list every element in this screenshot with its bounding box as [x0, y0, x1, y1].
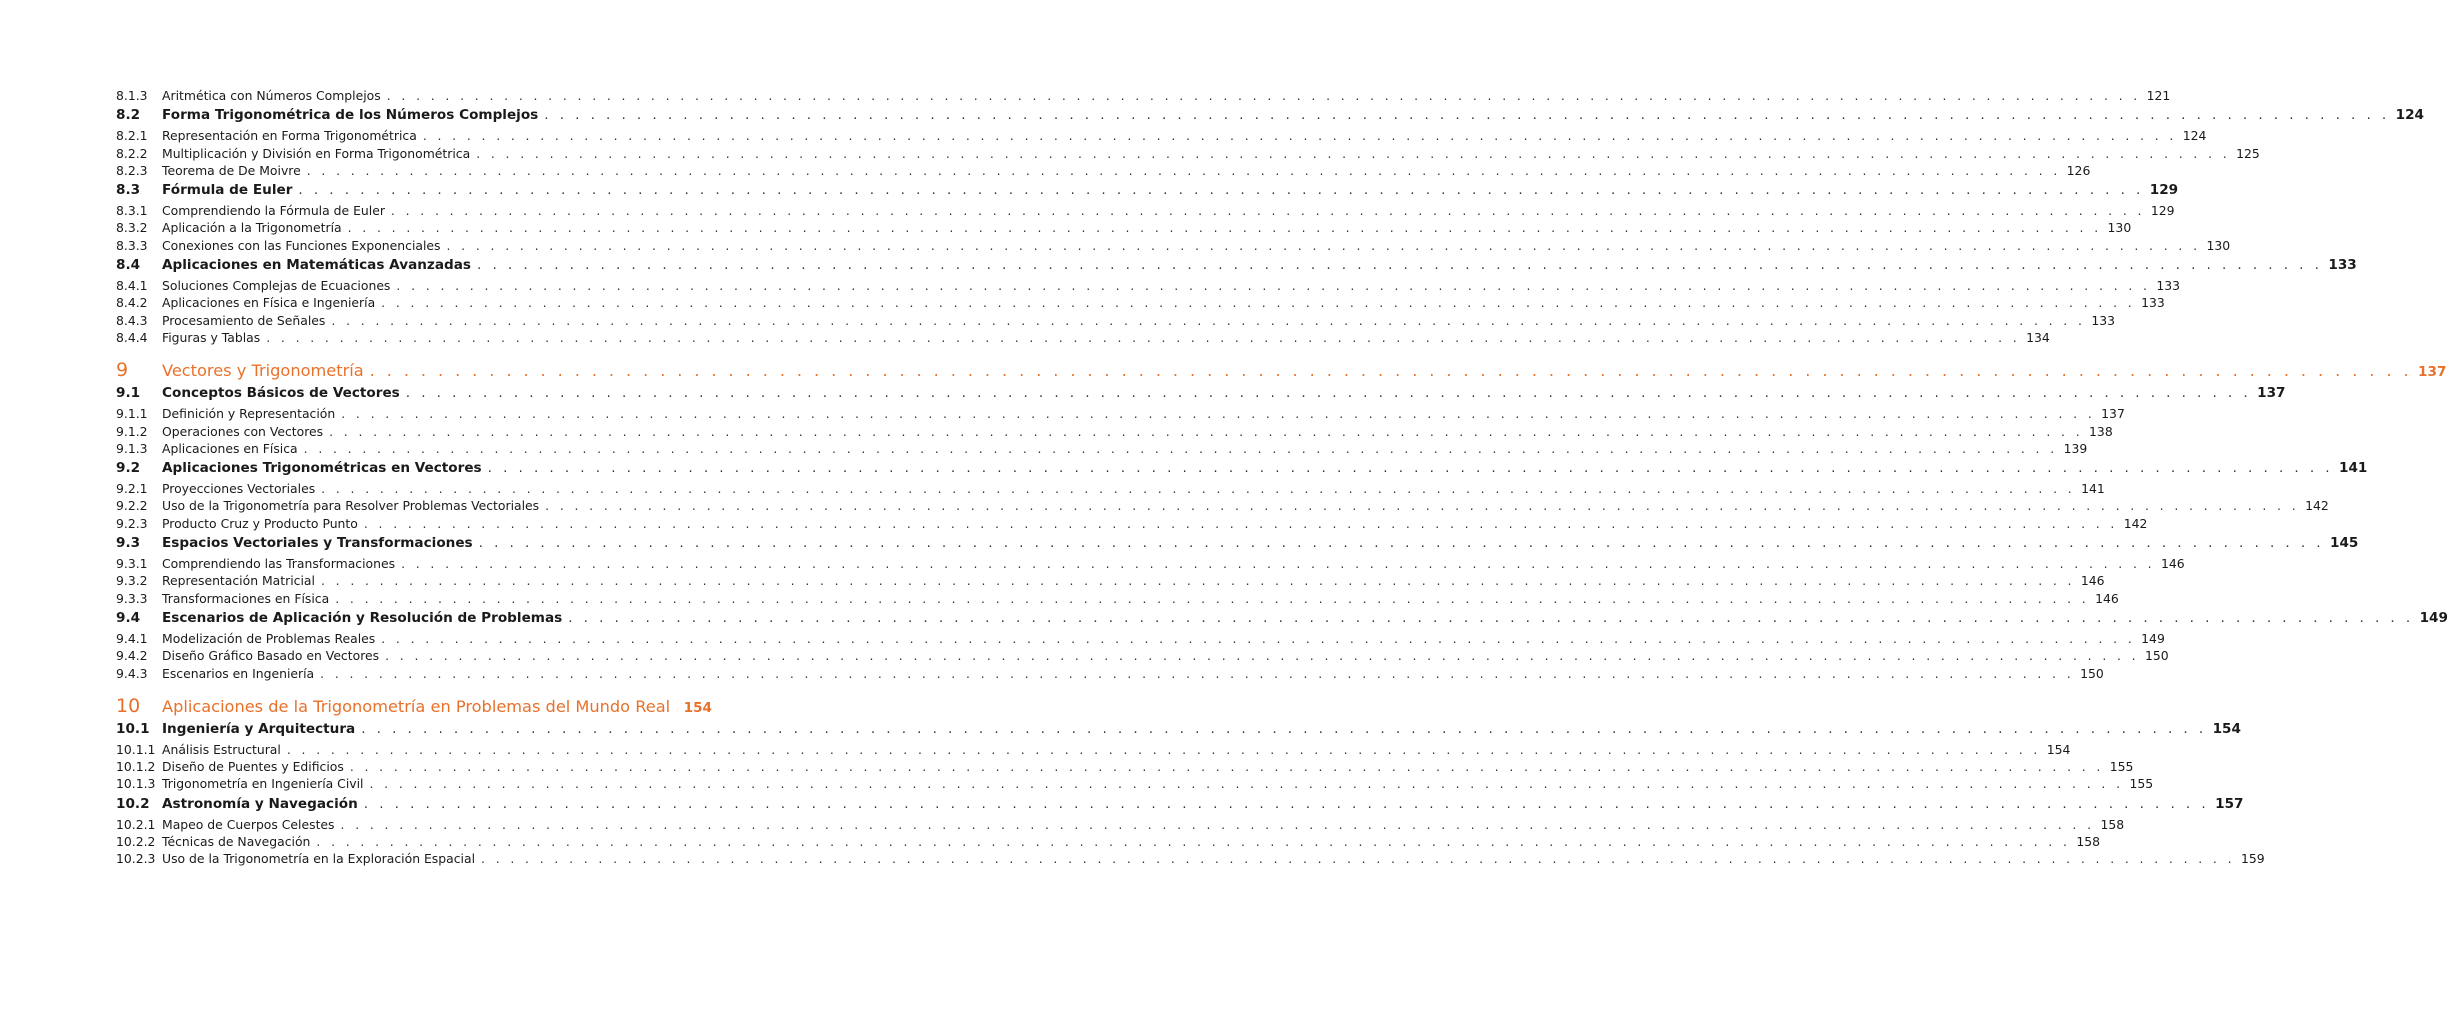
toc-page-number: 155 [2109, 759, 2134, 775]
toc-page-number: 134 [2026, 329, 2050, 345]
toc-entry-number: 8.3.1 [116, 203, 148, 219]
toc-page-number: 138 [2089, 423, 2113, 439]
toc-dot-leader: . . . . . . . . . . . . . . . . . . . . . . . . . . . . . . . . . . . . . . . . . . . . . . . . . . . . . . . . . . . . . . . . . . . . . . . . . . . . . . . . . . . . . . . . . . . . . . . . . . . . . . . . . . . . . . . . . . . . . . . . [361, 720, 2207, 737]
toc-entry-title: Ingeniería y Arquitectura [162, 720, 356, 737]
toc-entry-title: Aplicaciones en Matemáticas Avanzadas [162, 257, 472, 274]
toc-page-number: 130 [2206, 237, 2231, 253]
toc-subsection-entry[interactable] [116, 630, 2165, 648]
toc-entry-number: 10.1 [116, 720, 150, 737]
toc-entry-number: 8.2.3 [116, 162, 148, 178]
toc-page-number: 150 [2080, 665, 2104, 681]
toc-entry-number: 8.4.2 [116, 295, 148, 311]
toc-dot-leader: . . . . . . . . . . . . . . . . . . . . . . . . . . . . . . . . . . . . . . . . . . . . . . . . . . . . . . . . . . . . . . . . . . . . . . . . . . . . . . . . . . . . . . . . . . . . . . . . . . . . . . . . . . . . . . . . . . . . . . . . [481, 851, 2235, 867]
toc-page-number: 159 [2240, 851, 2265, 867]
toc-subsection-entry[interactable] [116, 220, 2132, 237]
toc-subsection-entry[interactable] [116, 573, 2105, 590]
toc-subsection-entry[interactable] [116, 88, 2171, 105]
toc-page-number: 158 [2100, 816, 2125, 832]
toc-dot-leader: . . . . . . . . . . . . . . . . . . . . . . . . . . . . . . . . . . . . . . . . . . . . . . . . . . . . . . . . . . . . . . . . . . . . . . . . . . . . . . . . . . . . . . . . . . . . . . . . . . . . . . . . . . . . . . . . . . . . . . . . [381, 630, 2136, 646]
toc-entry-title: Aplicaciones en Física e Ingeniería [162, 295, 376, 311]
toc-page-number: 124 [2182, 128, 2207, 144]
toc-dot-leader: . . . . . . . . . . . . . . . . . . . . . . . . . . . . . . . . . . . . . . . . . . . . . . . . . . . . . . . . . . . . . . . . . . . . . . . . . . . . . . . . . . . . . . . . . . . . . . . . . . . . . . . . . . . . . . . . . . . . . . . . [386, 88, 2141, 103]
toc-entry-number: 9.1.3 [116, 440, 148, 456]
toc-page-number: 149 [2141, 630, 2165, 646]
toc-entry-title: Conexiones con las Funciones Exponenciales [162, 237, 441, 253]
toc-dot-leader: . . . . . . . . . . . . . . . . . . . . . . . . . . . . . . . . . . . . . . . . . . . . . . . . . . . . . . . . . . . . . . . . . . . . . . . . . . . . . . . . . . . . . . . . . . . . . . . . . . . . . . . . . . . . . . . . . . . . . . . . [390, 203, 2145, 219]
toc-entry-title: Representación Matricial [162, 573, 315, 589]
toc-entry-title: Uso de la Trigonometría para Resolver Problemas Vectoriales [162, 498, 540, 514]
toc-subsection-entry[interactable] [116, 312, 2115, 330]
toc-dot-leader: . . . . . . . . . . . . . . . . . . . . . . . . . . . . . . . . . . . . . . . . . . . . . . . . . . . . . . . . . . . . . . . . . . . . . . . . . . . . . . . . . . . . . . . . . . . . . . . . . . . . . . . . . . . . . . . . . . . . . . . . [316, 834, 2071, 850]
toc-dot-leader: . . . . . . . . . . . . . . . . . . . . . . . . . . . . . . . . . . . . . . . . . . . . . . . . . . . . . . . . . . . . . . . . . . . . . . . . . . . . . . . . . . . . . . . . . . . . . . . . . . . . . . . . . . . . . . . . . . . . . . . . [363, 795, 2210, 812]
toc-dot-leader: . . . . . . . . . . . . . . . . . . . . . . . . . . . . . . . . . . . . . . . . . . . . . . . . . . . . . . . . . . . . . . . . . . . . . . . . . . . . . . . . . . . . . . . . . . . . . . . . . . . . . . . . . . . . . . . . . . . . . . . . [340, 816, 2095, 832]
toc-dot-leader: . . . . . . . . . . . . . . . . . . . . . . . . . . . . . . . . . . . . . . . . . . . . . . . . . . . . . . . . . . . . . . . . . . . . . . . . . . . . . . . . . . . . . . . . . . . . . . . . . . . . . . . . . . . . . . . . . . . . . . . . [385, 648, 2140, 664]
toc-entry-number: 8.1.3 [116, 88, 148, 103]
toc-dot-leader: . . . . . . . . . . . . . . . . . . . . . . . . . . . . . . . . . . . . . . . . . . . . . . . . . . . . . . . . . . . . . . . . . . . . . . . . . . . . . . . . . . . . . . . . . . . . . . . . . . . . . . . . . . . . . . . . . . . . . . . . [335, 590, 2090, 606]
toc-entry-title: Diseño de Puentes y Edificios [162, 759, 344, 775]
toc-subsection-entry[interactable] [116, 440, 2088, 458]
toc-entry-number: 10.1.3 [116, 776, 156, 792]
toc-entry-title: Procesamiento de Señales [162, 312, 326, 328]
toc-subsection-entry[interactable] [116, 776, 2154, 793]
toc-section-entry[interactable] [116, 257, 2357, 278]
toc-dot-leader: . . . . . . . . . . . . . . . . . . . . . . . . . . . . . . . . . . . . . . . . . . . . . . . . . . . . . . . . . . . . . . . . . . . . . . . . . . . . . . . . . . . . . . . . . . . . . . . . . . . . . . . . . . . . . . . . . . . . . . . . [477, 257, 2323, 274]
toc-dot-leader: . . . . . . . . . . . . . . . . . . . . . . . . . . . . . . . . . . . . . . . . . . . . . . . . . . . . . . . . . . . . . . . . . . . . . . . . . . . . . . . . . . . . . . . . . . . . . . . . . . . . . . . . . . . . . . . . . . . . . . . . [396, 278, 2151, 294]
toc-entry-title: Operaciones con Vectores [162, 423, 324, 439]
toc-page-number: 129 [2150, 203, 2175, 219]
toc-subsection-entry[interactable] [116, 295, 2165, 312]
toc-entry-number: 10 [116, 694, 141, 717]
toc-section-entry[interactable] [116, 535, 2359, 556]
toc-page-number: 133 [2156, 278, 2180, 294]
toc-page-number: 137 [2418, 364, 2447, 381]
toc-entry-title: Aritmética con Números Complejos [162, 88, 381, 103]
toc-entry-title: Multiplicación y División en Forma Trigonométrica [162, 145, 471, 161]
toc-page-number: 121 [2146, 88, 2171, 103]
toc-entry-title: Trigonometría en Ingeniería Civil [162, 776, 364, 792]
toc-page-number: 141 [2081, 481, 2105, 497]
toc-entry-title: Comprendiendo la Fórmula de Euler [162, 203, 385, 219]
toc-subsection-entry[interactable] [116, 481, 2105, 498]
toc-entry-title: Espacios Vectoriales y Transformaciones [162, 535, 473, 552]
toc-entry-title: Soluciones Complejas de Ecuaciones [162, 278, 391, 294]
toc-dot-leader: . . . . . . . . . . . . . . . . . . . . . . . . . . . . . . . . . . . . . . . . . . . . . . . . . . . . . . . . . . . . . . . . . . . . . . . . . . . . . . . . . . . . . . . . . . . . . . . . . . . . . . . . . . . . . . . . . . . . . . . . [422, 128, 2177, 144]
toc-page-number: 141 [2339, 460, 2368, 477]
toc-subsection-entry[interactable] [116, 128, 2207, 145]
toc-entry-number: 9.1 [116, 385, 141, 402]
toc-entry-title: Fórmula de Euler [162, 182, 293, 199]
toc-entry-number: 8.3.2 [116, 220, 148, 236]
toc-section-entry[interactable] [116, 460, 2368, 481]
toc-entry-number: 10.2 [116, 795, 150, 812]
toc-dot-leader: . . . . . . . . . . . . . . . . . . . . . . . . . . . . . . . . . . . . . . . . . . . . . . . . . . . . . . . . . . . . . . . . . . . . . . . . . . . . . . . . . . . . . . . . . . . . . . . . . . . . . . . . . . . . . . . . . . . . . . . . [545, 498, 2300, 514]
toc-page-number: 133 [2091, 312, 2115, 328]
toc-dot-leader: . . . . . . . . . . . . . . . . . . . . . . . . . . . . . . . . . . . . . . . . . . . . . . . . . . . . . . . . . . . . . . . . . . . . . . . . . . . . . . . . . . . . . . . . . . . . . . . . . . . . . . . . . . . . . . . . . . . . . . . . [568, 609, 2414, 626]
toc-entry-title: Aplicaciones en Física [162, 440, 298, 456]
toc-entry-number: 9.4.2 [116, 648, 148, 664]
toc-page-number: 139 [2063, 440, 2088, 456]
toc-page-number: 154 [2046, 741, 2071, 757]
toc-entry-title: Proyecciones Vectoriales [162, 481, 316, 497]
toc-entry-title: Transformaciones en Física [162, 590, 330, 606]
toc-section-entry[interactable] [116, 795, 2244, 817]
toc-page-number: 155 [2129, 776, 2154, 792]
toc-entry-number: 9.2.2 [116, 498, 148, 514]
toc-entry-number: 8.4.1 [116, 278, 148, 294]
toc-dot-leader: . . . . . . . . . . . . . . . . . . . . . . . . . . . . . . . . . . . . . . . . . . . . . . . . . . . . . . . . . . . . . . . . . . . . . . . . . . . . . . . . . . . . . . . . . . . . . . . . . . . . . . . . . . . . . . . . . . . . . . . . [405, 385, 2252, 402]
toc-page-number: 158 [2076, 834, 2100, 850]
toc-entry-title: Aplicaciones de la Trigonometría en Problemas del Mundo Real [162, 696, 671, 716]
toc-page-number: 145 [2330, 535, 2359, 552]
toc-entry-title: Representación en Forma Trigonométrica [162, 128, 417, 144]
toc-entry-number: 8.2.2 [116, 145, 148, 161]
toc-page-number: 142 [2123, 515, 2148, 531]
toc-entry-title: Diseño Gráfico Basado en Vectores [162, 648, 380, 664]
toc-entry-number: 9.3.3 [116, 590, 148, 606]
toc-subsection-entry[interactable] [116, 406, 2125, 423]
toc-page-number: 124 [2395, 107, 2425, 124]
toc-page-number: 154 [2212, 720, 2241, 737]
toc-subsection-entry[interactable] [116, 556, 2185, 573]
toc-page-number: 149 [2419, 609, 2448, 626]
toc-entry-number: 9.3 [116, 535, 141, 552]
toc-subsection-entry[interactable] [116, 816, 2125, 834]
toc-dot-leader: . . . . . . . . . . . . . . . . . . . . . . . . . . . . . . . . . . . . . . . . . . . . . . . . . . . . . . . . . . . . . . . . . . . . . . . . . . . . . . . . . . . . . . . . . . . . . . . . . . . . . . . . . . . . . . . . . . . . . . . . [476, 145, 2231, 161]
toc-entry-title: Análisis Estructural [162, 741, 281, 757]
toc-entry-title: Figuras y Tablas [162, 329, 261, 345]
toc-dot-leader: . . . . . . . . . . . . . . . . . . . . . . . . . . . . . . . . . . . . . . . . . . . . . . . . . . . . . . . . . . . . . . . . . . . . . . . . . . . . . . . . . . . . . . . . . . . . . . . . . . . . . . . . . . . . . . . . . . . . . . . . [329, 423, 2084, 439]
toc-page-number: 157 [2215, 795, 2244, 812]
toc-entry-title: Técnicas de Navegación [162, 834, 311, 850]
toc-chapter-entry[interactable] [116, 359, 2447, 383]
toc-entry-number: 9.4 [116, 609, 141, 626]
toc-entry-number: 9.4.3 [116, 665, 148, 681]
toc-entry-title: Conceptos Básicos de Vectores [162, 385, 400, 402]
toc-page-number: 146 [2080, 573, 2105, 589]
toc-dot-leader: . . . . . . . . . . . . . . . . . . . . . . . . . . . . . . . . . . . . . . . . . . . . . . . . . . . . . . . . . . . . . . . . . . . . . . . . . . . . . . . . . . . . . . . . . . . . . . . . . . . . . . . . . . . . . . . . . . . . . . . . [487, 460, 2333, 477]
toc-dot-leader: . . . . . . . . . . . . . . . . . . . . . . . . . . . . . . . . . . . . . . . . . . . . . . . . . . . . . . . . . . . . . . . . . . . . . . . . . . . . . . . . . . . . . . . . . . . . . . . . . . . . . . . . . . . . . . . . . . . . . . . . [369, 361, 2413, 381]
toc-entry-title: Definición y Representación [162, 406, 336, 422]
toc-dot-leader: . . . . . . . . . . . . . . . . . . . . . . . . . . . . . . . . . . . . . . . . . . . . . . . . . . . . . . . . . . . . . . . . . . . . . . . . . . . . . . . . . . . . . . . . . . . . . . . . . . . . . . . . . . . . . . . . . . . . . . . . [306, 162, 2061, 178]
toc-entry-title: Comprendiendo las Transformaciones [162, 556, 396, 572]
toc-entry-number: 9.3.2 [116, 573, 148, 589]
toc-dot-leader: . . . . . . . . . . . . . . . . . . . . . . . . . . . . . . . . . . . . . . . . . . . . . . . . . . . . . . . . . . . . . . . . . . . . . . . . . . . . . . . . . . . . . . . . . . . . . . . . . . . . . . . . . . . . . . . . . . . . . . . . [544, 107, 2390, 124]
toc-entry-title: Forma Trigonométrica de los Números Complejos [162, 107, 539, 124]
toc-entry-number: 10.1.1 [116, 741, 156, 757]
toc-page-number: 142 [2305, 498, 2329, 514]
toc-subsection-entry[interactable] [116, 851, 2265, 868]
toc-dot-leader: . . . . . . . . . . . . . . . . . . . . . . . . . . . . . . . . . . . . . . . . . . . . . . . . . . . . . . . . . . . . . . . . . . . . . . . . . . . . . . . . . . . . . . . . . . . . . . . . . . . . . . . . . . . . . . . . . . . . . . . . [341, 406, 2096, 422]
toc-dot-leader: . . . . . . . . . . . . . . . . . . . . . . . . . . . . . . . . . . . . . . . . . . . . . . . . . . . . . . . . . . . . . . . . . . . . . . . . . . . . . . . . . . . . . . . . . . . . . . . . . . . . . . . . . . . . . . . . . . . . . . . . [381, 295, 2136, 311]
toc-dot-leader: . . . . . . . . . . . . . . . . . . . . . . . . . . . . . . . . . . . . . . . . . . . . . . . . . . . . . . . . . . . . . . . . . . . . . . . . . . . . . . . . . . . . . . . . . . . . . . . . . . . . . . . . . . . . . . . . . . . . . . . . [303, 440, 2058, 456]
toc-subsection-entry[interactable] [116, 329, 2050, 347]
toc-dot-leader: . . . . . . . . . . . . . . . . . . . . . . . . . . . . . . . . . . . . . . . . . . . . . . . . . . . . . . . . . . . . . . . . . . . . . . . . . . . . . . . . . . . . . . . . . . . . . . . . . . . . . . . . . . . . . . . . . . . . . . . . [347, 220, 2102, 236]
toc-entry-number: 10.2.1 [116, 816, 156, 832]
toc-subsection-entry[interactable] [116, 162, 2091, 180]
toc-page-number: 125 [2236, 145, 2260, 161]
toc-page-number: 130 [2107, 220, 2132, 236]
toc-dot-leader: . . . . . . . . . . . . . . . . . . . . . . . . . . . . . . . . . . . . . . . . . . . . . . . . . . . . . . . . . . . . . . . . . . . . . . . . . . . . . . . . . . . . . . . . . . . . . . . . . . . . . . . . . . . . . . . . . . . . . . . . [478, 535, 2324, 552]
toc-entry-title: Escenarios de Aplicación y Resolución de Problemas [162, 609, 563, 626]
toc-dot-leader: . . . . . . . . . . . . . . . . . . . . . . . . . . . . . . . . . . . . . . . . . . . . . . . . . . . . . . . . . . . . . . . . . . . . . . . . . . . . . . . . . . . . . . . . . . . . . . . . . . . . . . . . . . . . . . . . . . . . . . . . [266, 329, 2021, 345]
toc-dot-leader: . . . . . . . . . . . . . . . . . . . . . . . . . . . . . . . . . . . . . . . . . . . . . . . . . . . . . . . . . . . . . . . . . . . . . . . . . . . . . . . . . . . . . . . . . . . . . . . . . . . . . . . . . . . . . . . . . . . . . . . . [331, 312, 2086, 328]
toc-subsection-entry[interactable] [116, 423, 2113, 441]
toc-section-entry[interactable] [116, 182, 2179, 203]
toc-entry-title: Uso de la Trigonometría en la Exploración Espacial [162, 851, 476, 867]
toc-entry-number: 8.3 [116, 182, 141, 199]
toc-subsection-entry[interactable] [116, 834, 2100, 851]
toc-subsection-entry[interactable] [116, 237, 2231, 255]
toc-section-entry[interactable] [116, 609, 2448, 631]
toc-entry-number: 10.2.3 [116, 851, 156, 867]
toc-chapter-entry[interactable] [116, 695, 712, 719]
toc-entry-title: Vectores y Trigonometría [162, 361, 364, 381]
toc-page-number: 133 [2328, 257, 2357, 274]
toc-page-number: 137 [2257, 385, 2286, 402]
toc-dot-leader: . . . . . . . . . . . . . . . . . . . . . . . . . . . . . . . . . . . . . . . . . . . . . . . . . . . . . . . . . . . . . . . . . . . . . . . . . . . . . . . . . . . . . . . . . . . . . . . . . . . . . . . . . . . . . . . . . . . . . . . . [363, 515, 2118, 531]
table-of-contents [116, 88, 2448, 869]
toc-dot-leader: . . . . . . . . . . . . . . . . . . . . . . . . . . . . . . . . . . . . . . . . . . . . . . . . . . . . . . . . . . . . . . . . . . . . . . . . . . . . . . . . . . . . . . . . . . . . . . . . . . . . . . . . . . . . . . . . . . . . . . . . [349, 759, 2104, 775]
toc-entry-title: Mapeo de Cuerpos Celestes [162, 816, 335, 832]
toc-entry-title: Producto Cruz y Producto Punto [162, 515, 358, 531]
toc-page-number: 137 [2101, 406, 2125, 422]
toc-entry-number: 8.4.3 [116, 312, 148, 328]
toc-subsection-entry[interactable] [116, 203, 2175, 220]
toc-dot-leader: . . . . . . . . . . . . . . . . . . . . . . . . . . . . . . . . . . . . . . . . . . . . . . . . . . . . . . . . . . . . . . . . . . . . . . . . . . . . . . . . . . . . . . . . . . . . . . . . . . . . . . . . . . . . . . . . . . . . . . . . [321, 481, 2076, 497]
toc-entry-number: 8.4.4 [116, 329, 148, 345]
toc-page-number: 133 [2141, 295, 2165, 311]
toc-dot-leader: . . . . . . . . . . . . . . . . . . . . . . . . . . . . . . . . . . . . . . . . . . . . . . . . . . . . . . . . . . . . . . . . . . . . . . . . . . . . . . . . . . . . . . . . . . . . . . . . . . . . . . . . . . . . . . . . . . . . . . . . [298, 182, 2144, 199]
toc-page-number: 154 [683, 699, 712, 716]
toc-entry-number: 8.2.1 [116, 128, 148, 144]
toc-entry-title: Aplicaciones Trigonométricas en Vectores [162, 460, 482, 477]
toc-page-number: 146 [2095, 590, 2119, 606]
toc-dot-leader: . . . . . . . . . . . . . . . . . . . . . . . . . . . . . . . . . . . . . . . . . . . . . . . . . . . . . . . . . . . . . . . . . . . . . . . . . . . . . . . . . . . . . . . . . . . . . . . . . . . . . . . . . . . . . . . . . . . . . . . . [320, 573, 2075, 589]
toc-entry-number: 10.1.2 [116, 759, 156, 775]
toc-entry-number: 9.1.2 [116, 423, 148, 439]
toc-entry-number: 8.2 [116, 107, 141, 124]
toc-subsection-entry[interactable] [116, 145, 2260, 163]
toc-entry-title: Teorema de De Moivre [162, 162, 301, 178]
toc-entry-number: 8.4 [116, 257, 141, 274]
toc-entry-number: 9.2 [116, 460, 141, 477]
toc-page-number: 146 [2161, 556, 2185, 572]
toc-entry-title: Modelización de Problemas Reales [162, 630, 376, 646]
toc-subsection-entry[interactable] [116, 665, 2104, 683]
toc-entry-number: 8.3.3 [116, 237, 148, 253]
toc-dot-leader: . . . . . . . . . . . . . . . . . . . . . . . . . . . . . . . . . . . . . . . . . . . . . . . . . . . . . . . . . . . . . . . . . . . . . . . . . . . . . . . . . . . . . . . . . . . . . . . . . . . . . . . . . . . . . . . . . . . . . . . . [446, 237, 2201, 253]
toc-subsection-entry[interactable] [116, 515, 2148, 533]
toc-dot-leader [676, 697, 677, 716]
toc-entry-number: 10.2.2 [116, 834, 156, 850]
toc-entry-number: 9.2.1 [116, 481, 148, 497]
toc-dot-leader: . . . . . . . . . . . . . . . . . . . . . . . . . . . . . . . . . . . . . . . . . . . . . . . . . . . . . . . . . . . . . . . . . . . . . . . . . . . . . . . . . . . . . . . . . . . . . . . . . . . . . . . . . . . . . . . . . . . . . . . . [369, 776, 2124, 792]
toc-subsection-entry[interactable] [116, 648, 2169, 665]
toc-dot-leader: . . . . . . . . . . . . . . . . . . . . . . . . . . . . . . . . . . . . . . . . . . . . . . . . . . . . . . . . . . . . . . . . . . . . . . . . . . . . . . . . . . . . . . . . . . . . . . . . . . . . . . . . . . . . . . . . . . . . . . . . [320, 665, 2075, 681]
toc-subsection-entry[interactable] [116, 590, 2119, 608]
toc-entry-number: 9.3.1 [116, 556, 148, 572]
toc-entry-number: 9.2.3 [116, 515, 148, 531]
toc-subsection-entry[interactable] [116, 498, 2329, 515]
toc-entry-title: Astronomía y Navegación [162, 795, 358, 812]
toc-page-number: 150 [2145, 648, 2169, 664]
toc-entry-title: Escenarios en Ingeniería [162, 665, 315, 681]
toc-entry-number: 9.1.1 [116, 406, 148, 422]
toc-section-entry[interactable] [116, 385, 2286, 406]
toc-dot-leader: . . . . . . . . . . . . . . . . . . . . . . . . . . . . . . . . . . . . . . . . . . . . . . . . . . . . . . . . . . . . . . . . . . . . . . . . . . . . . . . . . . . . . . . . . . . . . . . . . . . . . . . . . . . . . . . . . . . . . . . . [286, 741, 2041, 757]
toc-section-entry[interactable] [116, 107, 2425, 128]
toc-section-entry[interactable] [116, 720, 2241, 742]
toc-page-number: 129 [2149, 182, 2179, 199]
toc-dot-leader: . . . . . . . . . . . . . . . . . . . . . . . . . . . . . . . . . . . . . . . . . . . . . . . . . . . . . . . . . . . . . . . . . . . . . . . . . . . . . . . . . . . . . . . . . . . . . . . . . . . . . . . . . . . . . . . . . . . . . . . . [401, 556, 2155, 572]
toc-page-number: 126 [2066, 162, 2091, 178]
toc-subsection-entry[interactable] [116, 278, 2180, 295]
toc-entry-number: 9 [116, 359, 129, 382]
toc-entry-title: Aplicación a la Trigonometría [162, 220, 342, 236]
toc-subsection-entry[interactable] [116, 741, 2071, 759]
toc-entry-number: 9.4.1 [116, 630, 148, 646]
toc-subsection-entry[interactable] [116, 759, 2134, 776]
